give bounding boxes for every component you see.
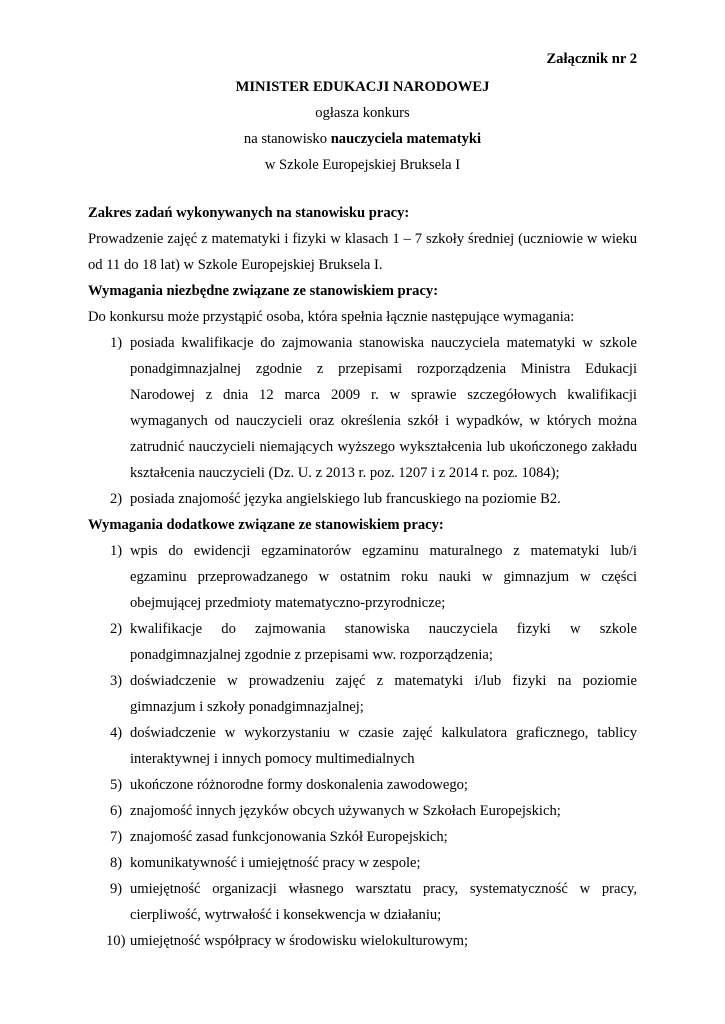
document-page bbox=[88, 0, 637, 1024]
list-item-text: znajomość zasad funkcjonowania Szkół Europejskich; bbox=[130, 829, 448, 845]
list-item-text: znajomość innych języków obcych używanych w Szkołach Europejskich; bbox=[130, 803, 561, 819]
list-item bbox=[88, 798, 637, 824]
list-item-number: 4) bbox=[110, 725, 123, 741]
list-item-text: doświadczenie w prowadzeniu zajęć z matematyki i/lub fizyki na poziomie gimnazjum i szkoły ponadgimnazjalnej; bbox=[130, 673, 637, 715]
list-item-text: posiada kwalifikacje do zajmowania stanowiska nauczyciela matematyki w szkole ponadgimnazjalnej zgodnie z przepisami rozporządzenia Ministra Edukacji Narodowej z dnia 12 marca 2009 r. w sprawie szczegółowych kwalifikacji wymaganych od nauczycieli oraz określenia szkół i wypadków, w których można zatrudnić nauczycieli niemających wyższego wykształcenia lub ukończonego zakładu kształcenia nauczycieli (Dz. U. z 2013 r. poz. 1207 i z 2014 r. poz. 1084); bbox=[130, 335, 637, 481]
list-item bbox=[88, 616, 637, 668]
list-item-text: posiada znajomość języka angielskiego lub francuskiego na poziomie B2. bbox=[130, 491, 561, 507]
list-item-text: ukończone różnorodne formy doskonalenia zawodowego; bbox=[130, 777, 468, 793]
list-item bbox=[88, 668, 637, 720]
required-intro: Do konkursu może przystąpić osoba, która spełnia łącznie następujące wymagania: bbox=[88, 309, 575, 325]
list-item-number: 6) bbox=[110, 803, 123, 819]
list-item-number: 9) bbox=[110, 881, 123, 897]
list-item-number: 2) bbox=[110, 491, 123, 507]
list-item-number: 1) bbox=[110, 335, 123, 351]
required-list bbox=[88, 330, 637, 512]
list-item bbox=[88, 876, 637, 928]
list-item-number: 2) bbox=[110, 621, 123, 637]
school-line: w Szkole Europejskiej Bruksela I bbox=[264, 157, 461, 173]
tasks-heading: Zakres zadań wykonywanych na stanowisku pracy: bbox=[88, 205, 410, 221]
list-item bbox=[88, 772, 637, 798]
document-body bbox=[88, 200, 637, 954]
list-item bbox=[88, 850, 637, 876]
authority-title: MINISTER EDUKACJI NARODOWEJ bbox=[235, 79, 490, 95]
list-item-number: 7) bbox=[110, 829, 123, 845]
list-item-text: umiejętność organizacji własnego warsztatu pracy, systematyczność w pracy, cierpliwość, wytrwałość i konsekwencja w działaniu; bbox=[130, 881, 637, 923]
list-item bbox=[88, 330, 637, 486]
list-item bbox=[88, 928, 637, 954]
list-item bbox=[88, 720, 637, 772]
list-item-number: 10) bbox=[106, 933, 126, 949]
additional-list bbox=[88, 538, 637, 954]
announces-line: ogłasza konkurs bbox=[315, 105, 410, 121]
position-name: nauczyciela matematyki bbox=[330, 131, 482, 147]
list-item-text: kwalifikacje do zajmowania stanowiska nauczyciela fizyki w szkole ponadgimnazjalnej zgodnie z przepisami ww. rozporządzenia; bbox=[130, 621, 637, 663]
list-item-text: doświadczenie w wykorzystaniu w czasie zajęć kalkulatora graficznego, tablicy interaktywnej i innych pomocy multimedialnych bbox=[130, 725, 637, 767]
position-line bbox=[88, 126, 637, 152]
additional-heading: Wymagania dodatkowe związane ze stanowiskiem pracy: bbox=[88, 517, 444, 533]
tasks-text: Prowadzenie zajęć z matematyki i fizyki w klasach 1 – 7 szkoły średniej (uczniowie w wieku od 11 do 18 lat) w Szkole Europejskiej Bruksela I. bbox=[88, 231, 637, 273]
header-block bbox=[88, 74, 637, 178]
list-item-text: komunikatywność i umiejętność pracy w zespole; bbox=[130, 855, 421, 871]
list-item-number: 8) bbox=[110, 855, 123, 871]
list-item-text: wpis do ewidencji egzaminatorów egzaminu maturalnego z matematyki lub/i egzaminu przeprowadzanego w ostatnim roku nauki w gimnazjum w części obejmującej przedmioty matematyczno-przyrodnicze; bbox=[130, 543, 637, 611]
list-item-number: 3) bbox=[110, 673, 123, 689]
list-item bbox=[88, 824, 637, 850]
annex-label: Załącznik nr 2 bbox=[546, 51, 637, 67]
position-prefix: na stanowisko bbox=[243, 131, 328, 147]
list-item bbox=[88, 486, 637, 512]
list-item-number: 1) bbox=[110, 543, 123, 559]
required-heading: Wymagania niezbędne związane ze stanowiskiem pracy: bbox=[88, 283, 439, 299]
list-item-number: 5) bbox=[110, 777, 123, 793]
list-item-text: umiejętność współpracy w środowisku wielokulturowym; bbox=[130, 933, 469, 949]
list-item bbox=[88, 538, 637, 616]
